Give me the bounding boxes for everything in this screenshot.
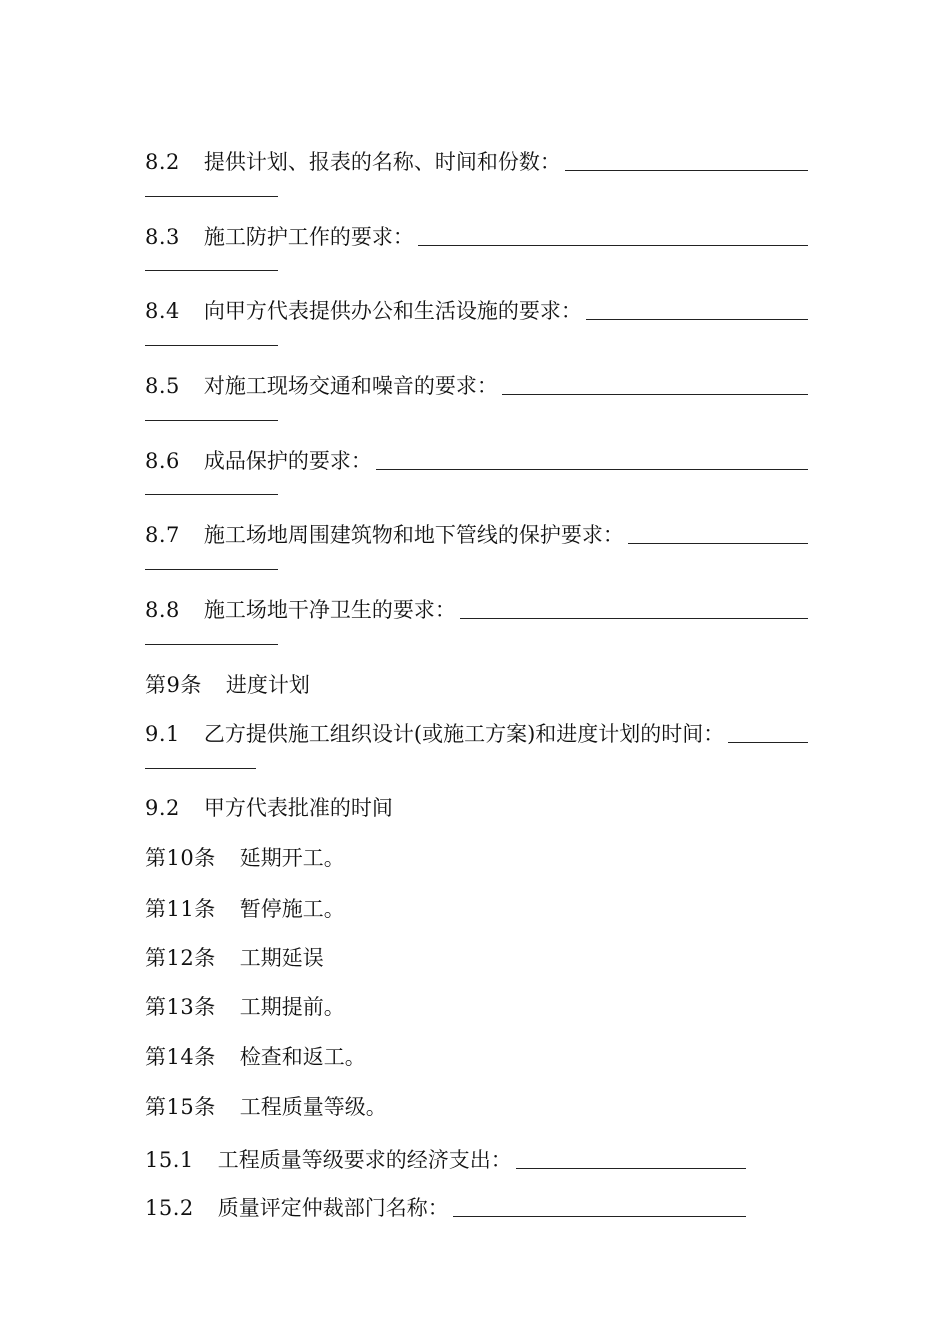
- blank-line-continued[interactable]: [145, 644, 278, 645]
- clause-15-1: [145, 1145, 746, 1175]
- article-number: 第12条: [145, 946, 216, 970]
- clause-number: 8.4: [145, 299, 180, 323]
- article-title: 工期提前。: [239, 995, 345, 1019]
- blank-line[interactable]: [502, 394, 808, 395]
- blank-line[interactable]: [460, 618, 808, 619]
- blank-line-continued[interactable]: [145, 420, 278, 421]
- article-12-heading: [145, 943, 808, 973]
- article-title: 延期开工。: [239, 846, 345, 870]
- article-number: 第13条: [145, 995, 216, 1019]
- clause-number: 8.8: [145, 598, 180, 622]
- clause-text: 施工场地干净卫生的要求：: [203, 598, 456, 622]
- article-title: 检查和返工。: [239, 1045, 366, 1069]
- blank-line[interactable]: [565, 170, 808, 171]
- clause-number: 9.1: [145, 722, 180, 746]
- article-title: 工程质量等级。: [239, 1095, 387, 1119]
- clause-15-2: [145, 1193, 746, 1223]
- clause-number: 8.2: [145, 150, 180, 174]
- article-number: 第15条: [145, 1095, 216, 1119]
- blank-line-continued[interactable]: [145, 569, 278, 570]
- blank-line[interactable]: [418, 245, 808, 246]
- clause-8-3: [145, 222, 808, 252]
- article-9-heading: [145, 670, 808, 700]
- clause-text: 甲方代表批准的时间: [203, 796, 393, 820]
- blank-line[interactable]: [376, 469, 808, 470]
- clause-9-1: [145, 719, 808, 749]
- blank-line-continued[interactable]: [145, 270, 278, 271]
- article-number: 第9条: [145, 673, 202, 697]
- article-number: 第10条: [145, 846, 216, 870]
- article-title: 暂停施工。: [239, 897, 345, 921]
- clause-text: 乙方提供施工组织设计(或施工方案)和进度计划的时间：: [203, 722, 725, 746]
- clause-text: 对施工现场交通和噪音的要求：: [203, 374, 498, 398]
- clause-8-5: [145, 371, 808, 401]
- blank-line[interactable]: [453, 1216, 746, 1217]
- clause-text: 成品保护的要求：: [203, 449, 372, 473]
- clause-number: 8.6: [145, 449, 180, 473]
- clause-text: 提供计划、报表的名称、时间和份数：: [203, 150, 561, 174]
- blank-line[interactable]: [728, 742, 808, 743]
- clause-text: 工程质量等级要求的经济支出：: [217, 1148, 512, 1172]
- article-15-heading: [145, 1092, 808, 1122]
- blank-line-continued[interactable]: [145, 345, 278, 346]
- clause-9-2: [145, 793, 808, 823]
- blank-line-continued[interactable]: [145, 768, 256, 769]
- clause-number: 15.1: [145, 1148, 194, 1172]
- blank-line[interactable]: [586, 319, 808, 320]
- clause-8-8: [145, 595, 808, 625]
- article-title: 工期延误: [239, 946, 324, 970]
- blank-line-continued[interactable]: [145, 196, 278, 197]
- clause-text: 质量评定仲裁部门名称：: [217, 1196, 449, 1220]
- clause-number: 8.7: [145, 523, 180, 547]
- article-title: 进度计划: [225, 673, 310, 697]
- article-number: 第14条: [145, 1045, 216, 1069]
- clause-number: 9.2: [145, 796, 180, 820]
- blank-line[interactable]: [628, 543, 808, 544]
- article-13-heading: [145, 992, 808, 1022]
- article-number: 第11条: [145, 897, 216, 921]
- clause-text: 施工防护工作的要求：: [203, 225, 414, 249]
- clause-8-7: [145, 520, 808, 550]
- article-14-heading: [145, 1042, 808, 1072]
- clause-8-6: [145, 446, 808, 476]
- clause-text: 向甲方代表提供办公和生活设施的要求：: [203, 299, 582, 323]
- clause-text: 施工场地周围建筑物和地下管线的保护要求：: [203, 523, 624, 547]
- clause-8-2: [145, 147, 808, 177]
- article-11-heading: [145, 894, 808, 924]
- blank-line[interactable]: [516, 1168, 746, 1169]
- clause-number: 8.5: [145, 374, 180, 398]
- blank-line-continued[interactable]: [145, 494, 278, 495]
- article-10-heading: [145, 843, 808, 873]
- clause-number: 8.3: [145, 225, 180, 249]
- clause-8-4: [145, 296, 808, 326]
- clause-number: 15.2: [145, 1196, 194, 1220]
